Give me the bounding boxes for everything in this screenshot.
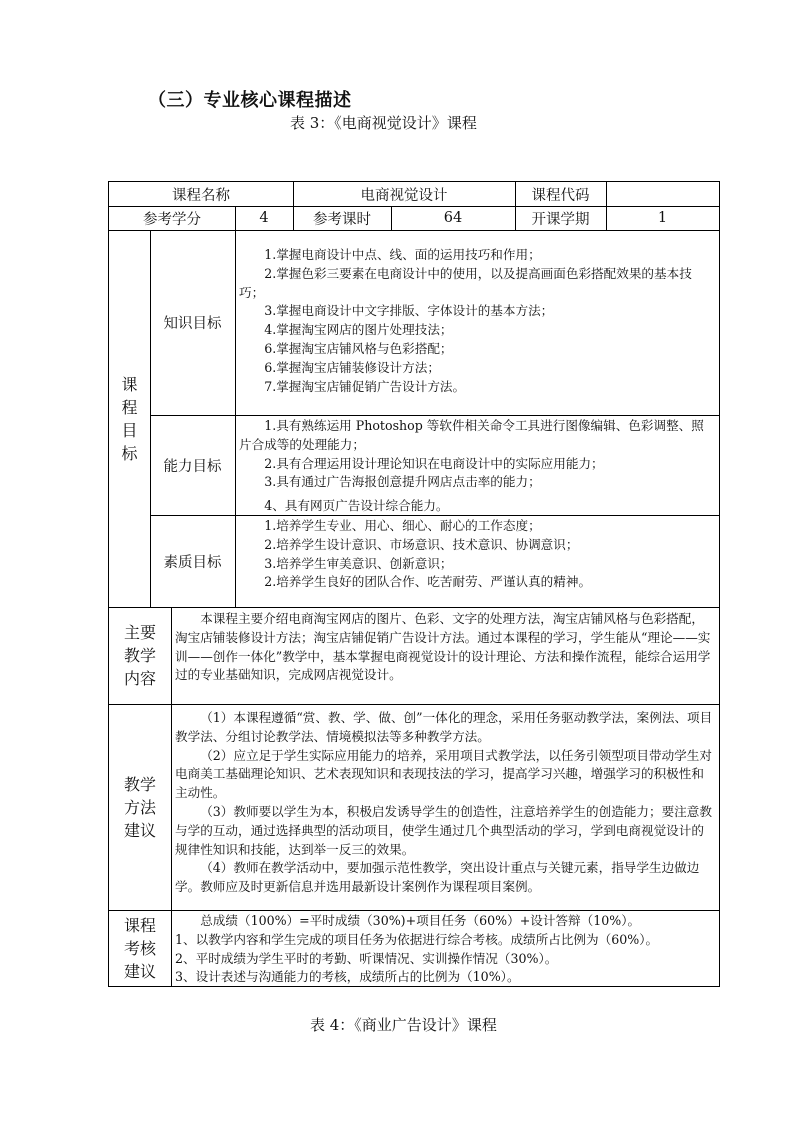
ability-goals-label: 能力目标 (163, 458, 222, 475)
hours-value: 64 (443, 210, 463, 226)
list-item: 6.掌握淘宝店铺风格与色彩搭配； (264, 340, 453, 356)
content-text (175, 610, 715, 685)
course-name-label: 课程名称 (172, 187, 230, 204)
semester-value: 1 (657, 210, 668, 226)
table-caption: 表 4：《商业广告设计》课程 (310, 1016, 497, 1034)
quality-goals-list (239, 517, 715, 592)
method-label-line: 方法 (123, 797, 156, 817)
goals-label (109, 230, 150, 607)
knowledge-goals-list (239, 246, 715, 396)
content-paragraph: 本课程主要介绍电商淘宝网店的图片、色彩、文字的处理方法，淘宝店铺风格与色彩搭配，淘宝店铺装修设计方法；淘宝店铺促销广告设计方法。通过本课程的学习，学生能从“理论——实训——创作一体化”教学中，基本掌握电商视觉设计的设计理论、方法和操作流程，能综合运用学过的专业基础知识，完成网店视觉设计。 (175, 611, 711, 683)
list-item: 2.具有合理运用设计理论知识在电商设计中的实际应用能力； (264, 455, 604, 471)
knowledge-goals-label: 知识目标 (163, 316, 222, 332)
goals-label-char: 目 (121, 420, 138, 440)
list-item: 1.掌握电商设计中点、线、面的运用技巧和作用； (264, 247, 541, 262)
method-paragraph: （1）本课程遵循“赏、教、学、做、创”一体化的理念，采用任务驱动教学法，案例法、项目教学法、分组讨论教学法、情境模拟法等多种教学方法。 (175, 710, 713, 744)
list-item: 4.掌握淘宝网店的图片处理技法； (264, 322, 453, 338)
assessment-line: 2、平时成绩为学生平时的考勤、听课情况、实训操作情况（30%）。 (175, 950, 558, 966)
list-item: 7.掌握淘宝店铺促销广告设计方法。 (264, 378, 466, 394)
course-table (108, 181, 720, 987)
list-item: 2.培养学生良好的团队合作、吃苦耐劳、严谨认真的精神。 (264, 574, 592, 590)
list-item: 2.培养学生设计意识、市场意识、技术意识、协调意识； (264, 536, 579, 552)
section-title: （三）专业核心课程描述 (148, 90, 352, 111)
hours-label: 参考课时 (313, 211, 371, 228)
assessment-label-line: 考核 (123, 938, 156, 958)
method-text (175, 709, 715, 897)
list-item: 3.掌握电商设计中文字排版、字体设计的基本方法； (264, 303, 554, 319)
table-caption: 表 3：《电商视觉设计》课程 (290, 114, 477, 132)
course-code-value (606, 182, 719, 206)
credit-value: 4 (259, 210, 269, 226)
goals-label-char: 标 (121, 443, 138, 463)
course-code-label: 课程代码 (531, 187, 590, 204)
assessment-line: 总成绩（100%）=平时成绩（30%)+项目任务（60%）+设计答辩（10%）。 (200, 913, 641, 928)
method-paragraph: （3）教师要以学生为本，积极启发诱导学生的创造性，注意培养学生的创造能力；要注意教与学的互动，通过选择典型的活动项目，使学生通过几个典型活动的学习，学到电商视觉设计的规律性知识和技能，达到举一反三的效果。 (175, 803, 712, 857)
list-item: 2.掌握色彩三要素在电商设计中的使用，以及提高画面色彩搭配效果的基本技巧； (239, 265, 692, 300)
assessment-label-line: 建议 (123, 961, 156, 981)
content-label-line: 主要 (123, 623, 156, 642)
course-name-value: 电商视觉设计 (360, 187, 448, 204)
list-item: 1.培养学生专业、用心、细心、耐心的工作态度； (264, 518, 541, 533)
list-item: 6.掌握淘宝店铺装修设计方法； (264, 359, 440, 375)
assessment-label-line: 课程 (123, 915, 156, 935)
assessment-line: 1、以教学内容和学生完成的项目任务为依据进行综合考核。成绩所占比例为（60%）。 (175, 931, 659, 947)
credit-label: 参考学分 (143, 211, 201, 228)
goals-label-char: 程 (121, 397, 138, 417)
ability-goals-list (239, 417, 715, 516)
assessment-label (109, 910, 171, 986)
semester-label: 开课学期 (531, 211, 590, 228)
content-label-line: 内容 (123, 669, 156, 688)
assessment-line: 3、设计表述与沟通能力的考核，成绩所占的比例为（10%）。 (175, 969, 520, 985)
list-item: 3.具有通过广告海报创意提升网店点击率的能力； (264, 474, 541, 490)
method-label-line: 建议 (123, 820, 156, 840)
method-paragraph: （2）应立足于学生实际应用能力的培养，采用项目式教学法，以任务引领型项目带动学生对电商美工基础理论知识、艺术表现知识和表现技法的学习，提高学习兴趣，增强学习的积极性和主动性。 (175, 747, 712, 801)
goals-label-char: 课 (121, 374, 138, 394)
quality-goals-label: 素质目标 (163, 554, 222, 571)
list-item: 4、具有网页广告设计综合能力。 (264, 498, 449, 514)
content-label-line: 教学 (123, 646, 156, 665)
assessment-text (175, 912, 715, 987)
content-label (109, 607, 171, 704)
method-label-line: 教学 (123, 774, 156, 794)
method-paragraph: （4）教师在教学活动中，要加强示范性教学，突出设计重点与关键元素，指导学生边做边学。教师应及时更新信息并选用最新设计案例作为课程项目案例。 (175, 860, 700, 895)
method-label (109, 704, 171, 910)
list-item: 1.具有熟练运用 Photoshop 等软件相关命令工具进行图像编辑、色彩调整、照片合成等的处理能力； (239, 418, 704, 452)
list-item: 3.培养学生审美意识、创新意识； (264, 555, 453, 571)
